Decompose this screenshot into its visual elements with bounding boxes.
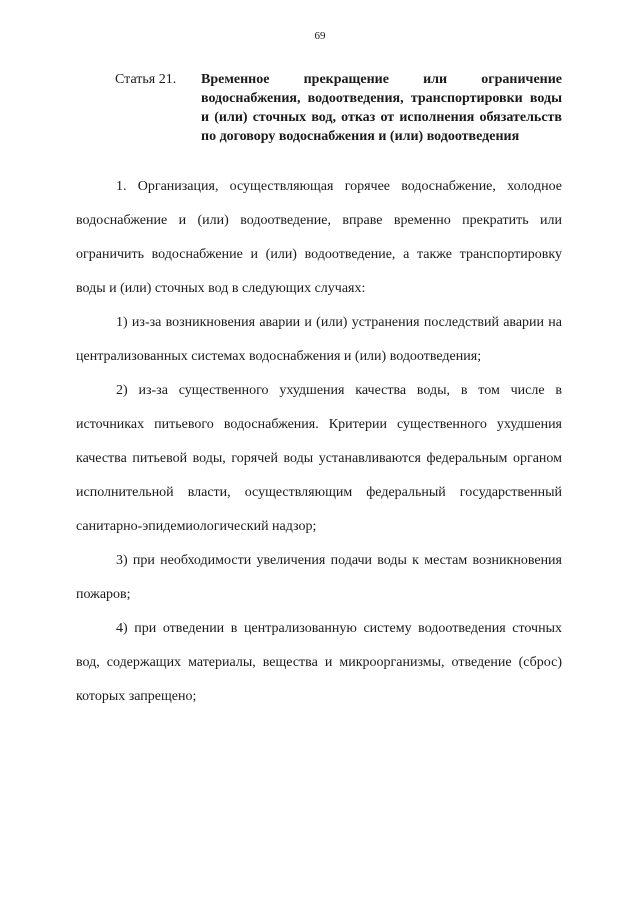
paragraph-item-4: 4) при отведении в централизованную систему водоотведения сточных вод, содержащих материалы, вещества и микроорганизмы, отведение (сброс) которых запрещено;: [76, 621, 562, 704]
article-title: Временное прекращение или ограничение водоснабжения, водоотведения, транспортировки воды и (или) сточных вод, отказ от исполнения обязательств по договору водоснабжения и (или) водоотведения: [201, 72, 562, 144]
page-number: 69: [314, 30, 326, 42]
article-body: [76, 170, 562, 714]
paragraph-intro: 1. Организация, осуществляющая горячее водоснабжение, холодное водоснабжение и (или) водоотведение, вправе временно прекратить или ограничить водоснабжение и (или) водоотведение, а также транспортировку воды и (или) сточных вод в следующих случаях:: [76, 179, 562, 296]
paragraph-item-2: 2) из-за существенного ухудшения качества воды, в том числе в источниках питьевого водоснабжения. Критерии существенного ухудшения качества питьевой воды, горячей воды устанавливаются федеральным органом исполнительной власти, осуществляющим федеральный государственный санитарно-эпидемиологический надзор;: [76, 383, 562, 534]
paragraph-item-1: 1) из-за возникновения аварии и (или) устранения последствий аварии на централизованных системах водоснабжения и (или) водоотведения;: [76, 315, 562, 364]
paragraph-item-3: 3) при необходимости увеличения подачи воды к местам возникновения пожаров;: [76, 553, 562, 602]
article-heading: [115, 70, 562, 146]
article-label: Статья 21.: [115, 72, 177, 87]
